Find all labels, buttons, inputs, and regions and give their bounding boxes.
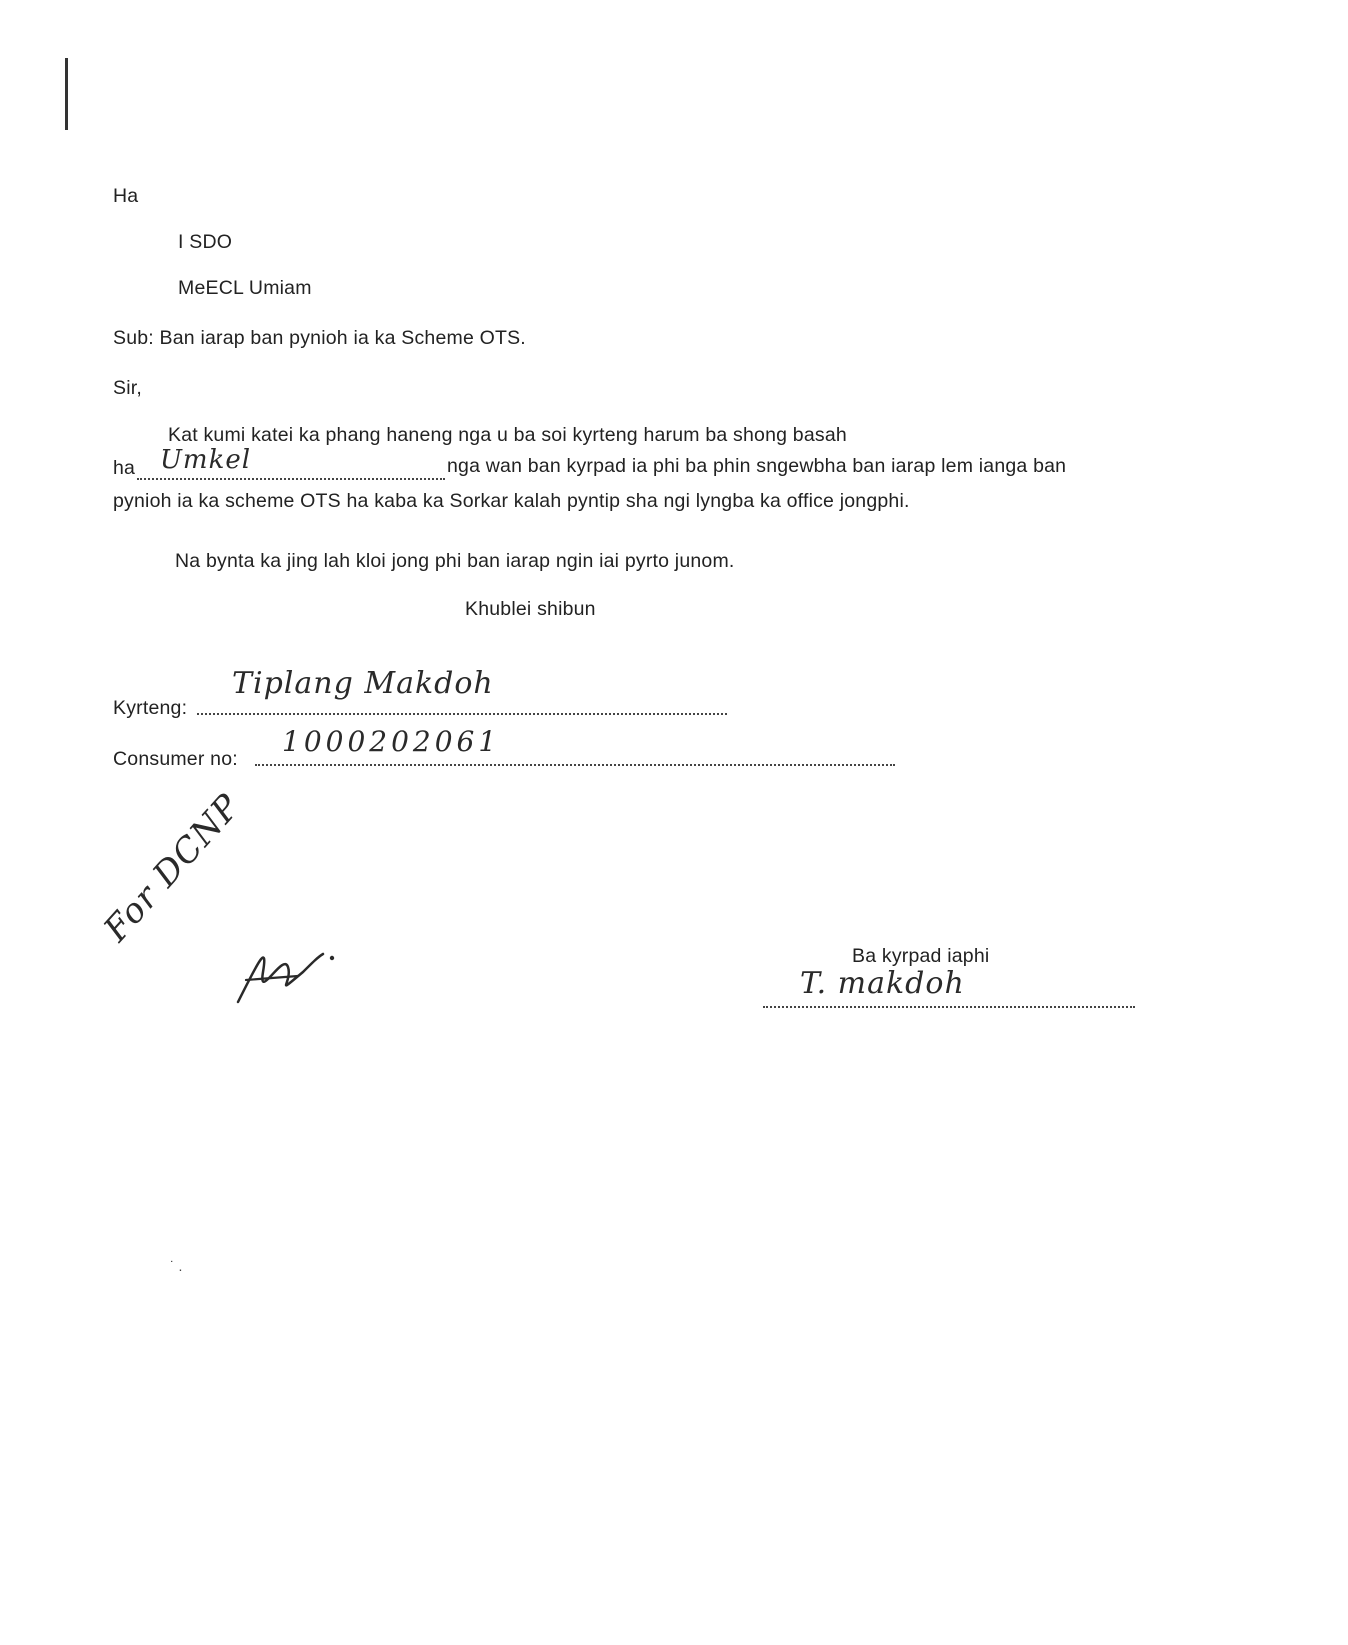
place-handwritten: Umkel xyxy=(160,445,252,475)
consumer-handwritten: 1000202061 xyxy=(282,725,501,758)
consumer-dotted-line xyxy=(255,764,895,766)
body-line-1: Kat kumi katei ka phang haneng nga u ba soi kyrteng harum ba shong basah xyxy=(168,424,847,446)
recipient-line-1: I SDO xyxy=(178,231,233,253)
body-line-2: nga wan ban kyrpad ia phi ba phin sngewbha ban iarap lem ianga ban xyxy=(447,455,1067,477)
initials-signature xyxy=(228,932,338,1012)
body-line-3: pynioh ia ka scheme OTS ha kaba ka Sorkar kalah pyntip sha ngi lyngba ka office jongphi. xyxy=(113,490,910,512)
consumer-label: Consumer no: xyxy=(113,748,238,770)
body-line-4: Na bynta ka jing lah kloi jong phi ban iarap ngin iai pyrto junom. xyxy=(175,550,735,572)
recipient-line-2: MeECL Umiam xyxy=(178,277,312,299)
place-dotted-line xyxy=(137,478,445,480)
scan-specks: ˙ . xyxy=(170,1258,183,1274)
margin-mark xyxy=(65,58,68,130)
addressee-prefix: Ha xyxy=(113,185,139,207)
closing: Khublei shibun xyxy=(465,598,596,620)
body-line-2-prefix: ha xyxy=(113,457,136,479)
name-label: Kyrteng: xyxy=(113,697,188,719)
signature-dotted-line xyxy=(763,1006,1135,1008)
name-dotted-line xyxy=(197,713,727,715)
signature-handwritten: T. makdoh xyxy=(800,966,965,1001)
name-handwritten: Tiplang Makdoh xyxy=(232,666,494,701)
signoff-label: Ba kyrpad iaphi xyxy=(852,945,990,967)
margin-note-handwritten: For DCNP xyxy=(96,786,249,950)
greeting: Sir, xyxy=(113,377,142,399)
subject-line: Sub: Ban iarap ban pynioh ia ka Scheme OTS. xyxy=(113,327,526,349)
